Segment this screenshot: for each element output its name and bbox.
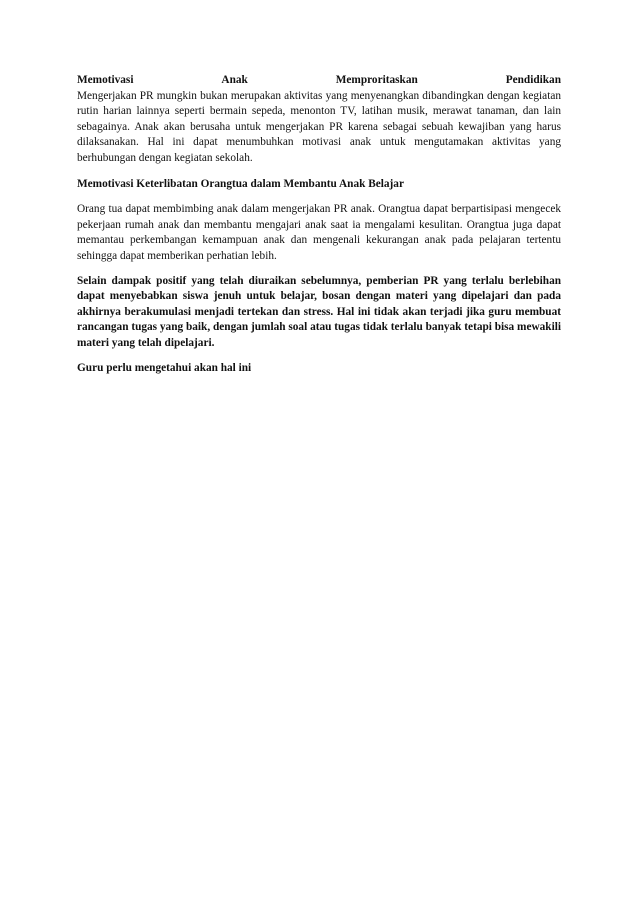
heading-word-4: Pendidikan xyxy=(505,74,561,86)
section-heading-parent-involvement: Memotivasi Keterlibatan Orangtua dalam Membantu Anak Belajar xyxy=(77,177,404,190)
paragraph-motivation: Mengerjakan PR mungkin bukan merupakan aktivitas yang menyenangkan dibandingkan dengan kegiatan rutin harian lainnya seperti bermain sepeda, menonton TV, latihan musik, merawat tanaman, dan lain sebagainya. Anak akan berusaha untuk mengerjakan PR karena sebagai sebuah kewajiban yang harus dilaksanakan. Hal ini dapat menumbuhkan motivasi anak untuk mengutamakan aktivitas yang berhubungan dengan kegiatan sekolah. xyxy=(77,89,561,164)
section-heading-motivation xyxy=(77,73,561,89)
document-page xyxy=(77,73,561,376)
paragraph-negative-impact: Selain dampak positif yang telah diuraikan sebelumnya, pemberian PR yang terlalu berlebihan dapat menyebabkan siswa jenuh untuk belajar, bosan dengan materi yang dipelajari dan pada akhirnya berakumulasi menjadi tertekan dan stress. Hal ini tidak akan terjadi jika guru membuat rancangan tugas yang baik, dengan jumlah soal atau tugas tidak terlalu banyak tetapi bisa mewakili materi yang telah dipelajari. xyxy=(77,274,561,349)
heading-word-3: Memproritaskan xyxy=(335,74,418,86)
heading-word-2: Anak xyxy=(221,74,248,86)
paragraph-parent-involvement: Orang tua dapat membimbing anak dalam mengerjakan PR anak. Orangtua dapat berpartisipasi mengecek pekerjaan rumah anak dan membantu mengajari anak saat ia mengalami kesulitan. Orangtua juga dapat memantau perkembangan kemampuan anak dan mengenali kekurangan anak pada pelajaran tertentu sehingga dapat memberikan perhatian lebih. xyxy=(77,203,561,262)
heading-word-1: Memotivasi xyxy=(77,74,134,86)
section-heading-teacher: Guru perlu mengetahui akan hal ini xyxy=(77,361,252,374)
